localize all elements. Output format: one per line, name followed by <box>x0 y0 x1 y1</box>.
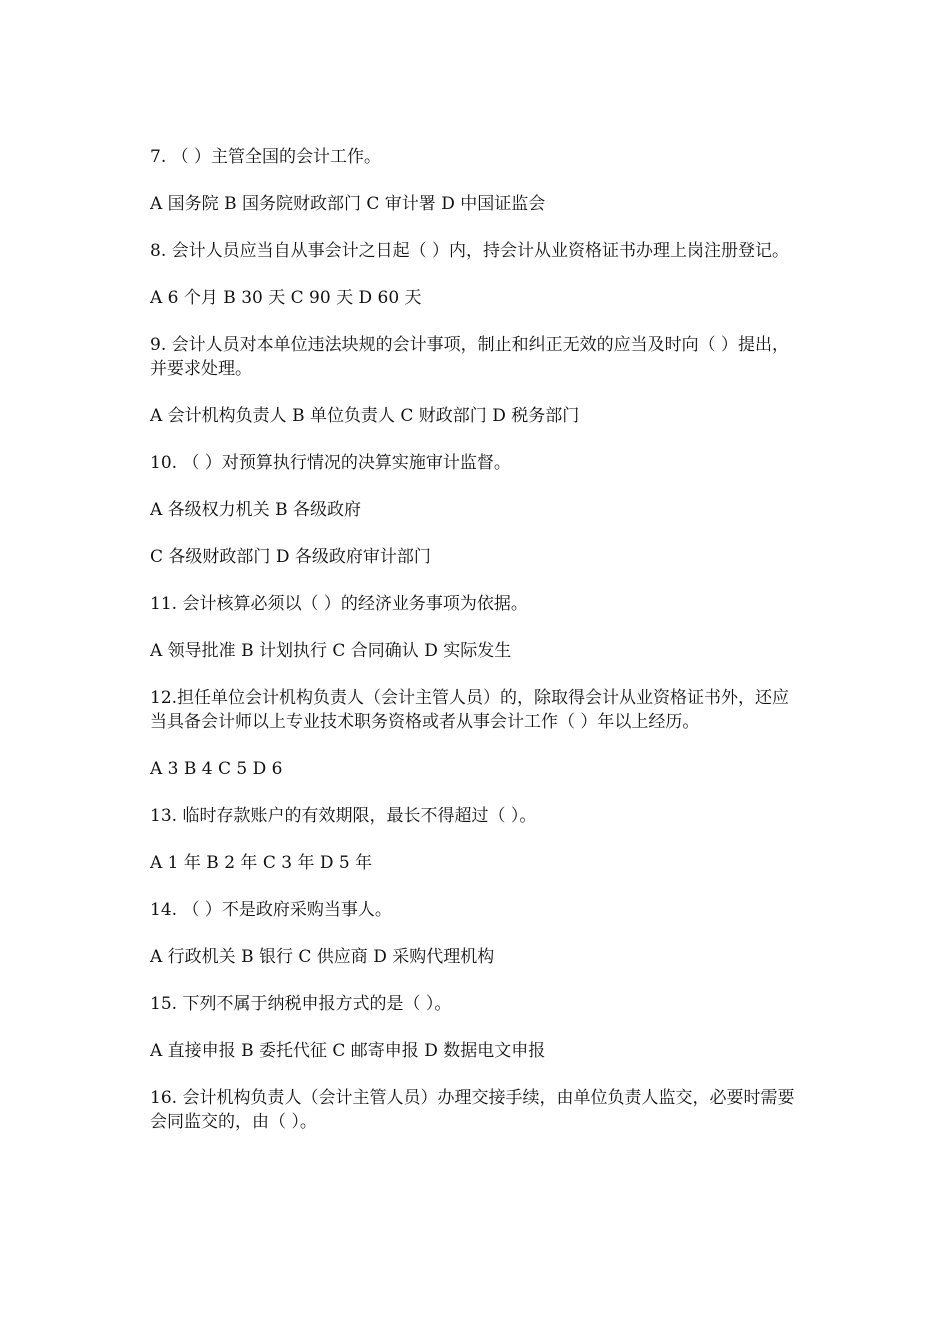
question-16: 16. 会计机构负责人（会计主管人员）办理交接手续，由单位负责人监交，必要时需要会同监交的，由（ ）。 <box>150 1088 795 1132</box>
question-10-options-line-2: C 各级财政部门 D 各级政府审计部门 <box>150 547 431 567</box>
question-8: 8. 会计人员应当自从事会计之日起（ ）内，持会计从业资格证书办理上岗注册登记。 <box>150 241 790 261</box>
question-14: 14. （ ）不是政府采购当事人。 <box>150 900 392 920</box>
question-13-options: A 1 年 B 2 年 C 3 年 D 5 年 <box>150 853 373 873</box>
question-9-options: A 会计机构负责人 B 单位负责人 C 财政部门 D 税务部门 <box>150 406 580 426</box>
question-15-options: A 直接申报 B 委托代征 C 邮寄申报 D 数据电文申报 <box>150 1041 546 1061</box>
question-12: 12.担任单位会计机构负责人（会计主管人员）的，除取得会计从业资格证书外，还应当具备会计师以上专业技术职务资格或者从事会计工作（ ）年以上经历。 <box>150 688 790 732</box>
question-12-options: A 3 B 4 C 5 D 6 <box>150 759 283 779</box>
question-14-options: A 行政机关 B 银行 C 供应商 D 采购代理机构 <box>150 947 495 967</box>
question-7: 7. （ ）主管全国的会计工作。 <box>150 147 382 167</box>
question-8-options: A 6 个月 B 30 天 C 90 天 D 60 天 <box>150 288 422 308</box>
question-11: 11. 会计核算必须以（ ）的经济业务事项为依据。 <box>150 594 528 614</box>
question-9: 9. 会计人员对本单位违法块规的会计事项，制止和纠正无效的应当及时向（ ）提出，并要求处理。 <box>150 335 790 379</box>
question-list <box>150 145 800 1157</box>
question-10-options-line-1: A 各级权力机关 B 各级政府 <box>150 500 361 520</box>
question-15: 15. 下列不属于纳税申报方式的是（ ）。 <box>150 994 452 1014</box>
question-11-options: A 领导批准 B 计划执行 C 合同确认 D 实际发生 <box>150 641 512 661</box>
question-10: 10. （ ）对预算执行情况的决算实施审计监督。 <box>150 453 511 473</box>
question-7-options: A 国务院 B 国务院财政部门 C 审计署 D 中国证监会 <box>150 194 546 214</box>
question-13: 13. 临时存款账户的有效期限，最长不得超过（ ）。 <box>150 806 537 826</box>
